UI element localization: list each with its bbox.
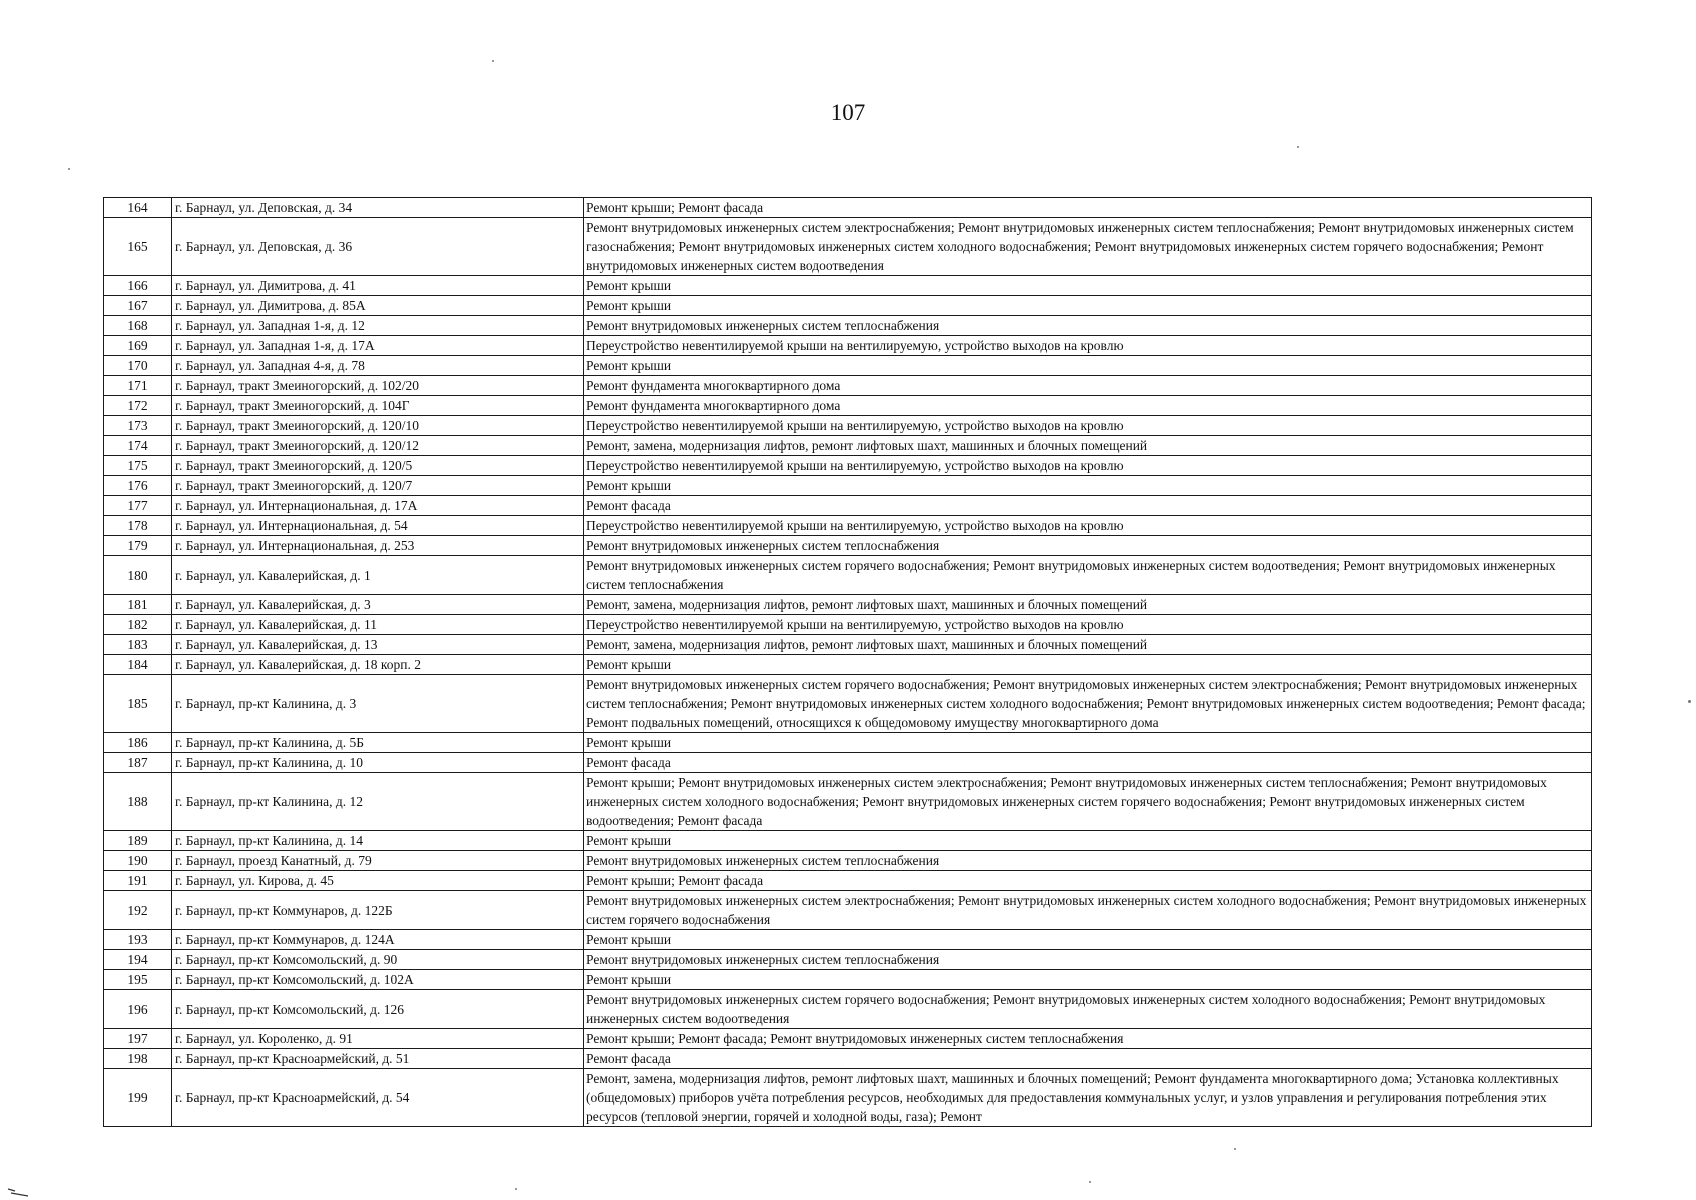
row-works: Ремонт внутридомовых инженерных систем теплоснабжения [584,950,1592,970]
row-number: 170 [104,356,172,376]
table-row [104,516,1592,536]
table-row [104,556,1592,595]
table-row [104,831,1592,851]
row-address: г. Барнаул, ул. Деповская, д. 34 [172,198,584,218]
row-works: Ремонт фасада [584,1049,1592,1069]
row-address: г. Барнаул, пр-кт Красноармейский, д. 54 [172,1069,584,1127]
page-number: 107 [830,100,866,125]
row-works: Ремонт внутридомовых инженерных систем теплоснабжения [584,316,1592,336]
row-number: 193 [104,930,172,950]
table-row [104,536,1592,556]
row-number: 196 [104,990,172,1029]
table-row [104,655,1592,675]
scan-speck [1089,1181,1091,1183]
row-number: 176 [104,476,172,496]
row-works: Ремонт внутридомовых инженерных систем электроснабжения; Ремонт внутридомовых инженерных систем холодного водоснабжения; Ремонт внутридомовых инженерных систем горячего водоснабжения [584,891,1592,930]
scan-speck [515,1188,517,1190]
table-row [104,376,1592,396]
row-address: г. Барнаул, ул. Деповская, д. 36 [172,218,584,276]
row-address: г. Барнаул, ул. Кавалерийская, д. 11 [172,615,584,635]
row-address: г. Барнаул, тракт Змеиногорский, д. 104Г [172,396,584,416]
row-number: 181 [104,595,172,615]
row-number: 197 [104,1029,172,1049]
row-number: 192 [104,891,172,930]
table-row [104,990,1592,1029]
table-row [104,496,1592,516]
row-address: г. Барнаул, пр-кт Комсомольский, д. 90 [172,950,584,970]
row-address: г. Барнаул, ул. Интернациональная, д. 17А [172,496,584,516]
row-number: 186 [104,733,172,753]
table-row [104,733,1592,753]
table-row [104,773,1592,831]
row-address: г. Барнаул, ул. Кавалерийская, д. 13 [172,635,584,655]
row-number: 175 [104,456,172,476]
row-works: Ремонт крыши [584,655,1592,675]
row-works: Переустройство невентилируемой крыши на вентилируемую, устройство выходов на кровлю [584,615,1592,635]
row-number: 180 [104,556,172,595]
row-works: Ремонт внутридомовых инженерных систем горячего водоснабжения; Ремонт внутридомовых инженерных систем холодного водоснабжения; Ремонт внутридомовых инженерных систем водоотведения [584,990,1592,1029]
row-works: Переустройство невентилируемой крыши на вентилируемую, устройство выходов на кровлю [584,336,1592,356]
table-row [104,595,1592,615]
row-number: 172 [104,396,172,416]
row-works: Ремонт внутридомовых инженерных систем горячего водоснабжения; Ремонт внутридомовых инженерных систем водоотведения; Ремонт внутридомовых инженерных систем теплоснабжения [584,556,1592,595]
scan-speck [1688,700,1691,703]
row-works: Ремонт внутридомовых инженерных систем теплоснабжения [584,536,1592,556]
row-works: Ремонт крыши [584,356,1592,376]
row-works: Ремонт, замена, модернизация лифтов, ремонт лифтовых шахт, машинных и блочных помещений [584,595,1592,615]
row-address: г. Барнаул, тракт Змеиногорский, д. 120/12 [172,436,584,456]
scan-speck [1234,1148,1236,1150]
row-works: Ремонт фундамента многоквартирного дома [584,376,1592,396]
row-number: 167 [104,296,172,316]
row-number: 166 [104,276,172,296]
row-number: 173 [104,416,172,436]
table-row [104,891,1592,930]
row-address: г. Барнаул, пр-кт Калинина, д. 3 [172,675,584,733]
row-works: Ремонт, замена, модернизация лифтов, ремонт лифтовых шахт, машинных и блочных помещений [584,436,1592,456]
row-works: Ремонт крыши [584,831,1592,851]
row-address: г. Барнаул, ул. Кирова, д. 45 [172,871,584,891]
row-works: Ремонт крыши; Ремонт фасада [584,871,1592,891]
table-row [104,198,1592,218]
table-row [104,871,1592,891]
table-row [104,615,1592,635]
row-number: 194 [104,950,172,970]
row-number: 188 [104,773,172,831]
row-works: Ремонт внутридомовых инженерных систем горячего водоснабжения; Ремонт внутридомовых инженерных систем электроснабжения; Ремонт внутридомовых инженерных систем теплоснабжения; Ремонт внутридомовых инженерных систем холодного водоснабжения; Ремонт внутридомовых инженерных систем водоотведения; Ремонт фасада; Ремонт подвальных помещений, относящихся к общедомовому имуществу многоквартирного дома [584,675,1592,733]
table-row [104,356,1592,376]
row-address: г. Барнаул, ул. Кавалерийская, д. 3 [172,595,584,615]
row-number: 178 [104,516,172,536]
scan-speck [492,60,494,62]
table-row [104,476,1592,496]
table-row [104,1049,1592,1069]
row-number: 179 [104,536,172,556]
row-address: г. Барнаул, пр-кт Красноармейский, д. 51 [172,1049,584,1069]
table-row [104,635,1592,655]
table-row [104,218,1592,276]
row-number: 183 [104,635,172,655]
scan-mark [6,1186,32,1198]
table-row [104,396,1592,416]
row-number: 199 [104,1069,172,1127]
row-works: Ремонт крыши [584,970,1592,990]
row-address: г. Барнаул, ул. Димитрова, д. 85А [172,296,584,316]
row-address: г. Барнаул, тракт Змеиногорский, д. 102/20 [172,376,584,396]
row-works: Переустройство невентилируемой крыши на вентилируемую, устройство выходов на кровлю [584,416,1592,436]
row-number: 177 [104,496,172,516]
row-address: г. Барнаул, ул. Западная 1-я, д. 12 [172,316,584,336]
row-number: 184 [104,655,172,675]
row-works: Ремонт крыши [584,476,1592,496]
row-works: Ремонт крыши; Ремонт внутридомовых инженерных систем электроснабжения; Ремонт внутридомовых инженерных систем теплоснабжения; Ремонт внутридомовых инженерных систем холодного водоснабжения; Ремонт внутридомовых инженерных систем горячего водоснабжения; Ремонт внутридомовых инженерных систем водоотведения; Ремонт фасада [584,773,1592,831]
row-works: Ремонт фундамента многоквартирного дома [584,396,1592,416]
table-body [104,198,1592,1127]
row-works: Ремонт крыши [584,276,1592,296]
row-works: Ремонт крыши [584,733,1592,753]
row-works: Ремонт, замена, модернизация лифтов, ремонт лифтовых шахт, машинных и блочных помещений; Ремонт фундамента многоквартирного дома; Установка коллективных (общедомовых) приборов учёта потребления ресурсов, необходимых для предоставления коммунальных услуг, и узлов управления и регулирования потребления этих ресурсов (тепловой энергии, горячей и холодной воды, газа); Ремонт [584,1069,1592,1127]
row-address: г. Барнаул, тракт Змеиногорский, д. 120/10 [172,416,584,436]
row-works: Ремонт крыши [584,930,1592,950]
row-number: 185 [104,675,172,733]
scan-speck [68,168,70,170]
table-row [104,416,1592,436]
table-row [104,276,1592,296]
row-number: 165 [104,218,172,276]
table-row [104,1029,1592,1049]
table-row [104,336,1592,356]
row-address: г. Барнаул, ул. Короленко, д. 91 [172,1029,584,1049]
row-address: г. Барнаул, пр-кт Калинина, д. 14 [172,831,584,851]
row-address: г. Барнаул, ул. Димитрова, д. 41 [172,276,584,296]
row-address: г. Барнаул, пр-кт Калинина, д. 10 [172,753,584,773]
row-address: г. Барнаул, пр-кт Комсомольский, д. 102А [172,970,584,990]
row-number: 191 [104,871,172,891]
table-row [104,316,1592,336]
row-number: 169 [104,336,172,356]
row-address: г. Барнаул, ул. Западная 1-я, д. 17А [172,336,584,356]
row-address: г. Барнаул, пр-кт Коммунаров, д. 124А [172,930,584,950]
row-works: Переустройство невентилируемой крыши на вентилируемую, устройство выходов на кровлю [584,456,1592,476]
table-row [104,456,1592,476]
row-works: Ремонт, замена, модернизация лифтов, ремонт лифтовых шахт, машинных и блочных помещений [584,635,1592,655]
row-address: г. Барнаул, тракт Змеиногорский, д. 120/5 [172,456,584,476]
row-address: г. Барнаул, ул. Кавалерийская, д. 18 корп. 2 [172,655,584,675]
scan-speck [1297,146,1299,148]
row-works: Ремонт внутридомовых инженерных систем электроснабжения; Ремонт внутридомовых инженерных систем теплоснабжения; Ремонт внутридомовых инженерных систем газоснабжения; Ремонт внутридомовых инженерных систем холодного водоснабжения; Ремонт внутридомовых инженерных систем горячего водоснабжения; Ремонт внутридомовых инженерных систем водоотведения [584,218,1592,276]
row-number: 182 [104,615,172,635]
row-address: г. Барнаул, ул. Интернациональная, д. 54 [172,516,584,536]
row-works: Ремонт фасада [584,753,1592,773]
row-number: 189 [104,831,172,851]
row-number: 171 [104,376,172,396]
table-row [104,436,1592,456]
row-works: Ремонт фасада [584,496,1592,516]
row-works: Переустройство невентилируемой крыши на вентилируемую, устройство выходов на кровлю [584,516,1592,536]
table-row [104,950,1592,970]
row-works: Ремонт крыши; Ремонт фасада [584,198,1592,218]
row-number: 187 [104,753,172,773]
table-row [104,930,1592,950]
row-number: 195 [104,970,172,990]
table-row [104,675,1592,733]
table-row [104,851,1592,871]
row-works: Ремонт крыши; Ремонт фасада; Ремонт внутридомовых инженерных систем теплоснабжения [584,1029,1592,1049]
row-address: г. Барнаул, проезд Канатный, д. 79 [172,851,584,871]
table-row [104,1069,1592,1127]
repair-schedule-table [103,197,1592,1127]
table-row [104,970,1592,990]
row-number: 164 [104,198,172,218]
row-address: г. Барнаул, ул. Западная 4-я, д. 78 [172,356,584,376]
row-works: Ремонт внутридомовых инженерных систем теплоснабжения [584,851,1592,871]
row-address: г. Барнаул, пр-кт Калинина, д. 5Б [172,733,584,753]
row-address: г. Барнаул, пр-кт Калинина, д. 12 [172,773,584,831]
row-address: г. Барнаул, тракт Змеиногорский, д. 120/7 [172,476,584,496]
row-address: г. Барнаул, пр-кт Коммунаров, д. 122Б [172,891,584,930]
row-number: 168 [104,316,172,336]
row-number: 174 [104,436,172,456]
row-address: г. Барнаул, пр-кт Комсомольский, д. 126 [172,990,584,1029]
table-row [104,753,1592,773]
row-address: г. Барнаул, ул. Интернациональная, д. 253 [172,536,584,556]
row-address: г. Барнаул, ул. Кавалерийская, д. 1 [172,556,584,595]
row-works: Ремонт крыши [584,296,1592,316]
row-number: 198 [104,1049,172,1069]
table-row [104,296,1592,316]
row-number: 190 [104,851,172,871]
